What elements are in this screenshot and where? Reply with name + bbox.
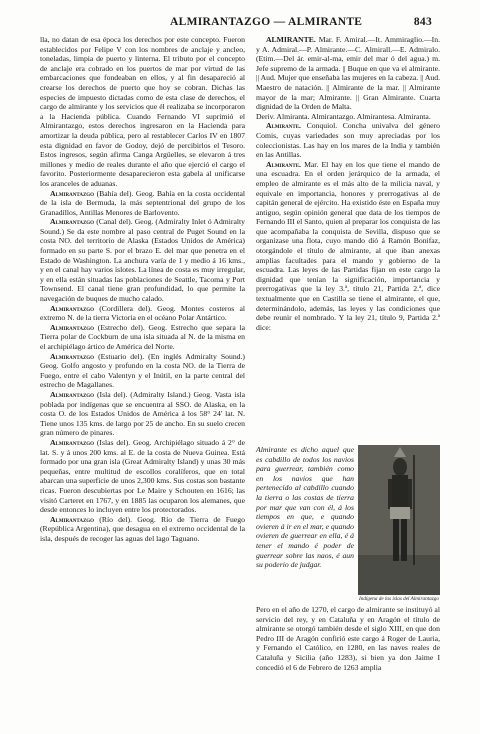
entry-headword: Almirantazgo xyxy=(50,514,100,524)
entry-body: (Bahía del). Geog. Bahía en la costa occidental de la isla de Bermuda, la más septentrional del grupo de los Granadillos, Antillas Menores de Barlovento. xyxy=(40,188,245,217)
dictionary-entry xyxy=(40,323,245,352)
entry-headword: Almirantazgo xyxy=(50,437,97,447)
dictionary-entry xyxy=(40,515,245,544)
entry-headword: ALMIRANTE. xyxy=(266,35,319,44)
entry-headword: Almirantazgo xyxy=(50,351,99,361)
left-column xyxy=(40,35,245,707)
dictionary-entry xyxy=(40,217,245,303)
figure xyxy=(358,445,440,605)
page-header xyxy=(40,16,432,32)
right-column xyxy=(256,35,440,443)
dictionary-entry xyxy=(40,304,245,323)
entry-body: (Estrecho del). Geog. Estrecho que separa la Tierra polar de Cockburn de una isla situada al N. de la misma en el archipiélago ártico de América del Norte. xyxy=(40,322,245,351)
page-number: 843 xyxy=(413,16,432,28)
right-column-bottom-text: Pero en el año de 1270, el cargo de almirante se instituyó al servicio del rey, y en Cataluña y en Aragón el título de almirante se otorgó también desde el siglo XIII, en que don Pedro III de Aragón confirió este cargo á Roger de Lauria, y Fernando el Católico, en 1280, en las naves reales de Cataluña y Sicilia (año 1283), si bien ya don Jaime I concedió el 6 de Febrero de 1263 amplia xyxy=(256,605,440,672)
entry-body: (Isla del). (Admiralty Island.) Geog. Vasta isla poblada por indígenas que se encuentra al SSO. de Alaska, en la costa O. de los Estados Unidos de América á los 58° 24' lat. N. Tiene unos 135 kms. de largo por 25 de ancho. En su suelo crecen gran número de pinares. xyxy=(40,389,245,438)
dictionary-entry xyxy=(40,352,245,390)
entry-headword: Almirantazgo xyxy=(50,389,97,399)
figure-illustration xyxy=(358,445,440,595)
entry-headword: Almirante. xyxy=(266,159,305,169)
entry-headword: Almirante. xyxy=(266,121,307,131)
entry-headword: Almirantazgo xyxy=(50,322,98,332)
entry-body: Mar. El hay en los que tiene el mando de una escuadra. En el orden jerárquico de la armada, el empleo de almirante es el más alto de la milicia naval, y equivale en importancia, honores y prerrogativas al de capitán general de ejército. Ha existido éste en España muy antiguo, según opinión general que data de los tiempos de Fernando III el Santo, quien al preparar los conquista de las que acompañaba la conquista de Sevilla, dispuso que se organizase una flota, cuyo mando dió á Ramón Bonifaz, otorgándole el título de almirante, al que iban anexas amplias facultades para el mando y gobierno de la escuadra. Las leyes de las Partidas fijan en este cargo la dignidad que tenían la significación, importancia y prerrogativas que la ley 3.ª, título 21, Partida 2.ª, dice textualmente que en Castilla se tiene el almirante, el que, determinándolo, además, las leyes y las condiciones que debe reunir el nombrado. Y la ley 21, título 9, Partida 2.ª dice: xyxy=(256,159,440,332)
entry-body: Mar. F. Amiral.—It. Ammiraglio.—In. y A. Admiral.—P. Almirante.—C. Almirall.—E. Admiralo. (Etim.—Del ár. emir-al-ma, emir del mar ó del agua.) m. Jefe supremo de la armada. || Buque en que va el almirante. || Aud. Mujer que enseñaba las mujeres en la cabeza. || Aud. Maestro de natación. || Almirante de la mar. || Almirante mayor de la mar; Almirante. || Gran Almirante. Cuarta dignidad de la Orden de Malta. xyxy=(256,35,440,112)
entry-body: Deriv. Almiranta. Almirantazgo. Almirantesa. Almiranta. xyxy=(256,111,431,121)
quoted-law-text: Almirante es dicho aquel que es cabdillo de todos los navios para guerrear, también como en los navios que han pertenecido al cabdillo cuando la tierra o las costas de tierra por mar que van con él, á los tiempos en que, e quando ovieren á ir en el mar, e quando ovieren de guerrear en ella, é á tener el mando é poder de guerrear sobre las naos, é aun su poderio de judgar. xyxy=(256,445,354,570)
entry-body: (Cordillera del). Geog. Montes costeros al extremo N. de la tierra Victoria en el océano Polar Antártico. xyxy=(40,303,245,323)
entry-headword: Almirantazgo xyxy=(50,217,97,227)
dictionary-entry xyxy=(256,121,440,159)
entry-body: lla, no datan de esa época los derechos por este concepto. Fueron establecidos por Felipe V con los nombres de anclaje y ancleo, toneladas, limpia de puerto y linterna. El tributo por el concepto de anclaje era cobrado en los puertos de mar por virtud de las embarcaciones que fondeaban en ellos, y al fin desapareció al crearse los derechos de puerto que hoy se cobran. Dichas las especies de impuesto dictadas como de esta clase de derechos, el cargo de almirante y los servicios que él realizaba se incorporaron a la Hacienda pública. Cuando Fernando VI suprimió el Almirantazgo, estos derechos ingresaron en la Hacienda para amortizar la deuda pública, pero al restablecer Carlos IV en 1807 esta dignidad en favor de Godoy, dejó de percibirlos el Tesoro. Estos ingresos, según afirma Canga Argüelles, se elevaron á tres millones y medio de reales durante el año que ejerció el cargo el favorito. Posteriormente desaparecieron esta gabela al unificarse los aranceles de aduanas. xyxy=(40,35,245,188)
dictionary-entry xyxy=(40,390,245,438)
entry-body: (Río del). Geog. Río de Tierra de Fuego (República Argentina), que desagua en el extremo occidental de la isla, después de recoger las aguas del lago Taguano. xyxy=(40,514,245,543)
entry-body: (Estuario del). (En inglés Admiralty Sound.) Geog. Golfo angosto y profundo en la costa NO. de la Tierra de Fuego, entre el cabo Valentyn y el Inútil, en la parte central del estrecho de Magallanes. xyxy=(40,351,245,390)
entry-body: Conquiol. Concha univalva del género Comis, cuyas variedades son muy apreciadas por los coleccionistas. Las hay en los mares de la India y también en las Antillas. xyxy=(256,121,440,160)
dictionary-entry xyxy=(256,35,440,112)
entry-headword: Almirantazgo xyxy=(50,303,100,313)
dictionary-entry xyxy=(40,35,245,189)
indigenous-figure-photo xyxy=(358,445,440,595)
dictionary-entry xyxy=(40,438,245,515)
page-running-title: ALMIRANTAZGO — ALMIRANTE xyxy=(170,16,363,28)
dictionary-entry xyxy=(256,160,440,333)
figure-caption: Indígena de las islas del Almirantazgo xyxy=(359,596,439,602)
entry-headword: Almirantazgo xyxy=(50,188,97,198)
dictionary-entry xyxy=(40,189,245,218)
entry-body: (Canal del). Geog. (Admiralty Inlet ó Admiralty Sound.) Se da este nombre al paso central de Puget Sound en la costa NO. del territorio de Alaska (Estados Unidos de América) formado en su parte S. por el brazo E. del mar que penetra en el Estado de Washington. La anchura varía de 1 y medio á 16 kms., y en el canal hay varios islotes. La línea de costa es muy irregular, y en ella están situadas las poblaciones de Seattle, Tacoma y Port Townsend. El canal tiene gran profundidad, lo que permite la navegación de buques de mucho calado. xyxy=(40,217,245,304)
entry-body: (Islas del). Geog. Archipiélago situado á 2° de lat. S. y á unos 200 kms. al E. de la costa de Nueva Guinea. Está formado por una gran isla (Great Admiralty Island) y unas 30 más pequeñas, entre multitud de escollos coralíferos, que en total abarcan una superficie de unos 2,300 kms. Sus costas son bastante ricas. Fueron descubiertas por Le Maire y Schouten en 1616; las visitó Carteret en 1767, y en 1885 las ocuparon los alemanes, que desde entonces lo incluyen entre los protectorados. xyxy=(40,437,245,515)
dictionary-entry xyxy=(256,112,440,122)
